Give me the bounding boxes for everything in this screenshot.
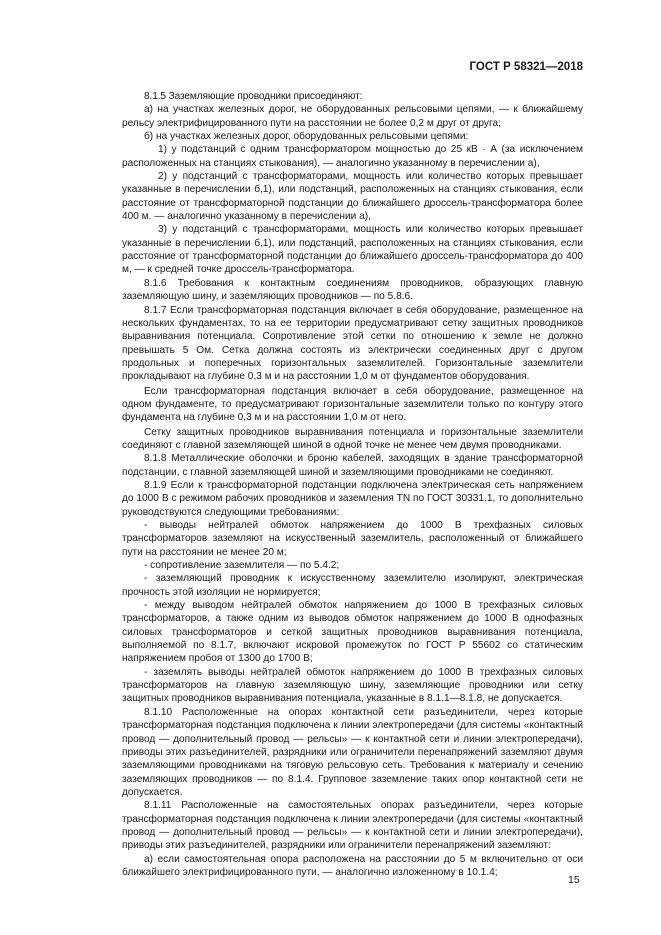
list-item: - заземлять выводы нейтралей обмоток напряжением до 1000 В трехфазных силовых трансформаторов на главную заземляющую шину, заземляющие проводники или сетку защитных проводников выравнивания потенциала, указанные в 8.1.1—8.1.8, не допускается.	[122, 666, 583, 705]
document-header: ГОСТ Р 58321—2018	[469, 61, 583, 73]
paragraph: а) если самостоятельная опора расположена на расстоянии до 5 м включительно от оси ближайшего электрифицированного пути, — аналогично изложенному в 10.1.4;	[122, 853, 583, 878]
list-item: - заземляющий проводник к искусственному заземлителю изолируют, электрическая прочность этой изоляции не нормируется;	[122, 573, 583, 598]
page-number: 15	[568, 874, 580, 886]
document-body	[122, 90, 583, 879]
paragraph: 8.1.5 Заземляющие проводники присоединяют:	[144, 91, 363, 102]
paragraph: 8.1.8 Металлические оболочки и броню кабелей, заходящих в здание трансформаторной подстанции, с главной заземляющей шиной и заземляющими проводниками не соединяют.	[122, 453, 583, 478]
paragraph: Если трансформаторная подстанция включает в себя оборудование, размещенное на одном фундаменте, то предусматривают горизонтальные заземлители только по контуру этого фундамента на глубине 0,3 м и на расстоянии 1,0 м от него.	[122, 385, 583, 424]
paragraph: б) на участках железных дорог, оборудованных рельсовыми цепями:	[144, 131, 469, 143]
paragraph: 8.1.7 Если трансформаторная подстанция включает в себя оборудование, размещенное на нескольких фундаментах, то на ее территории предусматривают сетку защитных проводников выравнивания потенциала. Сопротивление этой сетки по отношению к земле не должно превышать 5 Ом. Сетка должна состоять из электрически соединенных друг с другом продольных и поперечных горизонтальных заземлителей. Горизонтальные заземлители прокладывают на глубине 0,3 м и на расстоянии 1,0 м от фундаментов оборудования.	[122, 304, 583, 383]
paragraph: а) на участках железных дорог, не оборудованных рельсовыми цепями, — к ближайшему рельсу электрифицированного пути на расстоянии не более 0,2 м друг от друга;	[122, 104, 583, 129]
paragraph: Сетку защитных проводников выравнивания потенциала и горизонтальные заземлители соединяют с главной заземляющей шиной в одной точке не менее чем двумя проводниками.	[122, 426, 583, 451]
paragraph: 2) у подстанций с трансформаторами, мощность или количество которых превышает указанные в перечислении б,1), или подстанций, расположенных на станциях стыкования, если расстояние от трансформаторной подстанции до ближайшего дроссель-трансформатора более 400 м. — аналогично указанному в перечислении а),	[122, 171, 583, 223]
paragraph: 8.1.11 Расположенные на самостоятельных опорах разъединители, через которые трансформаторная подстанция подключена к линии электропередачи (для системы «контактный провод — дополнительный провод — рельсы» — к контактной сети и линии электропередачи), приводы этих разъединителей, разрядники или ограничители перенапряжений заземляют:	[122, 800, 583, 852]
paragraph: 8.1.6 Требования к контактным соединениям проводников, образующих главную заземляющую шину, и заземляющих проводников — по 5.8.6.	[122, 277, 583, 303]
paragraph: 1) у подстанций с одним трансформатором мощностью до 25 кВ · А (за исключением расположенных на станциях стыкования), — аналогично указанному в перечислении а),	[122, 144, 583, 169]
paragraph: 8.1.9 Если к трансформаторной подстанции подключена электрическая сеть напряжением до 1000 В с режимом рабочих проводников и заземления TN по ГОСТ 30331.1, то дополнительно руководствуются следующими требованиями:	[122, 479, 583, 518]
paragraph: 8.1.10 Расположенные на опорах контактной сети разъединители, через которые трансформаторная подстанция подключена к линии электропередачи (для системы «контактный провод — дополнительный провод — рельсы» — к контактной сети и линии электропередачи), приводы этих разъединителей, разрядники или ограничители перенапряжений заземляют двумя заземляющими проводниками на тяговую рельсовую сеть. Требования к материалу и сечению заземляющих проводников — по 8.1.4. Групповое заземление таких опор контактной сети не допускается.	[122, 706, 583, 798]
paragraph: 3) у подстанций с трансформаторами, мощность или количество которых превышает указанные в перечислении б,1), или подстанций, расположенных на станциях стыкования, если расстояние от трансформаторной подстанции до ближайшего дроссель-трансформатора до 400 м, — к средней точке дроссель-трансформатора.	[122, 224, 583, 276]
list-item: - между выводом нейтралей обмоток напряжением до 1000 В трехфазных силовых трансформаторов, а также одним из выводов обмоток напряжением до 1000 В однофазных силовых трансформаторов и сеткой защитных проводников выравнивания потенциала, выполняемой по 8.1.7, включают искровой промежуток по ГОСТ Р 55602 со статическим напряжением пробоя от 1300 до 1700 В;	[122, 600, 583, 665]
list-item: - сопротивление заземлителя — по 5.4.2;	[144, 560, 340, 572]
list-item: - выводы нейтралей обмоток напряжением до 1000 В трехфазных силовых трансформаторов заземляют на искусственный заземлитель, расположенный от ближайшего пути на расстоянии не менее 20 м;	[122, 520, 583, 558]
